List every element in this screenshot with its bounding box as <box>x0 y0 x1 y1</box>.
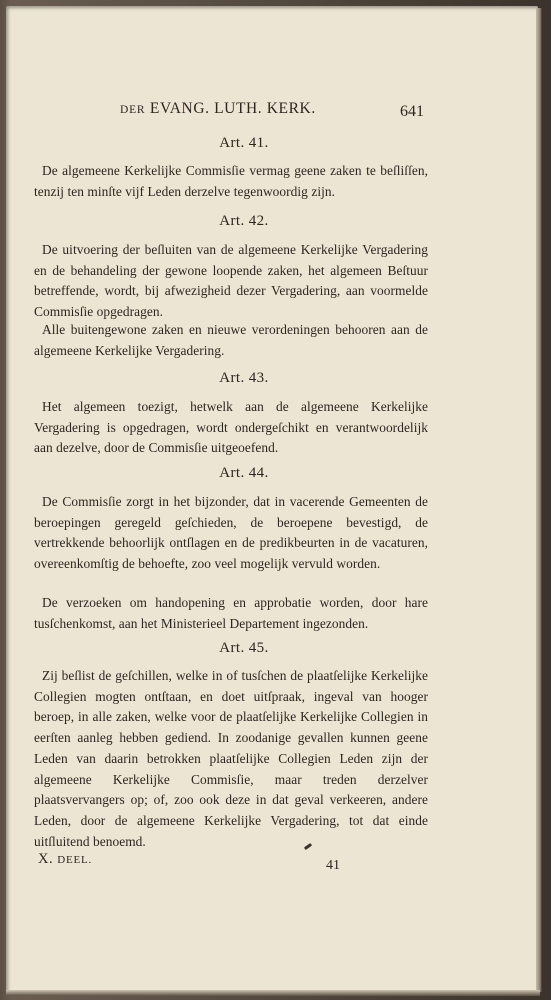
article-paragraph: De Commisſie zorgt in het bijzonder, dat in vacerende Gemeenten de beroepingen geregeld geſchieden, de beroepene bevestigd, de vertrekkende behoorlijk ontſlagen en de predikbeurten in de vacaturen, overeenkomſtig de behoefte, zoo veel mogelijk vervuld worden. <box>34 494 428 572</box>
article-paragraph: De uitvoering der beſluiten van de algemeene Kerkelijke Vergadering en de behandeling der gewone loopende zaken, het algemeen Beſtuur betreffende, wordt, bij afwezigheid dezer Vergadering, aan voormelde Commisſie opgedragen. <box>34 242 428 320</box>
article-heading: Art. 41. <box>219 135 269 151</box>
article-heading: Art. 44. <box>219 465 269 481</box>
article-heading: Art. 42. <box>219 213 269 229</box>
gathering-signature: 41 <box>326 858 340 873</box>
article-paragraph: De algemeene Kerkelijke Commisſie vermag geene zaken te beſliſſen, tenzij ten minſte vijf Leden derzelve tegenwoordig zijn. <box>34 163 428 199</box>
article-paragraph: Zij beſlist de geſchillen, welke in of tusſchen de plaatſelijke Kerkelijke Collegien mogten ontſtaan, en doet uitſpraak, ingeval van hooger beroep, in alle zaken, welke voor de plaatſelijke Kerkelijke Collegien in eerſten aanleg hebben gediend. In zoodanige gevallen kunnen geene Leden van daarin betrokken plaatſelijke Collegien Leden zijn der algemeene Kerkelijke Commisſie, maar treden derzelver plaatsvervangers op; of, zoo ook deze in dat geval verkeeren, andere Leden, door de algemeene Kerkelijke Vergadering, tot dat einde uitſluitend benoemd. <box>34 668 428 849</box>
page-number: 641 <box>400 103 424 120</box>
volume-signature <box>38 851 92 868</box>
volume-word: DEEL. <box>57 854 93 866</box>
running-head-prefix: DER <box>120 104 146 116</box>
article-paragraph: Het algemeen toezigt, hetwelk aan de algemeene Kerkelijke Vergadering is opgedragen, wordt ondergeſchikt en verantwoordelijk aan dezelve, door de Commisſie uitgeoefend. <box>34 399 428 456</box>
running-head <box>120 100 435 118</box>
article-paragraph: De verzoeken om handopening en approbatie worden, door hare tusſchenkomst, aan het Ministerieel Departement ingezonden. <box>34 595 428 631</box>
running-head-title: EVANG. LUTH. KERK. <box>149 100 316 117</box>
article-heading: Art. 45. <box>219 640 269 656</box>
article-heading: Art. 43. <box>219 370 269 386</box>
volume-number: X. <box>38 851 54 867</box>
article-paragraph: Alle buitengewone zaken en nieuwe verordeningen behooren aan de algemeene Kerkelijke Vergadering. <box>34 322 428 358</box>
